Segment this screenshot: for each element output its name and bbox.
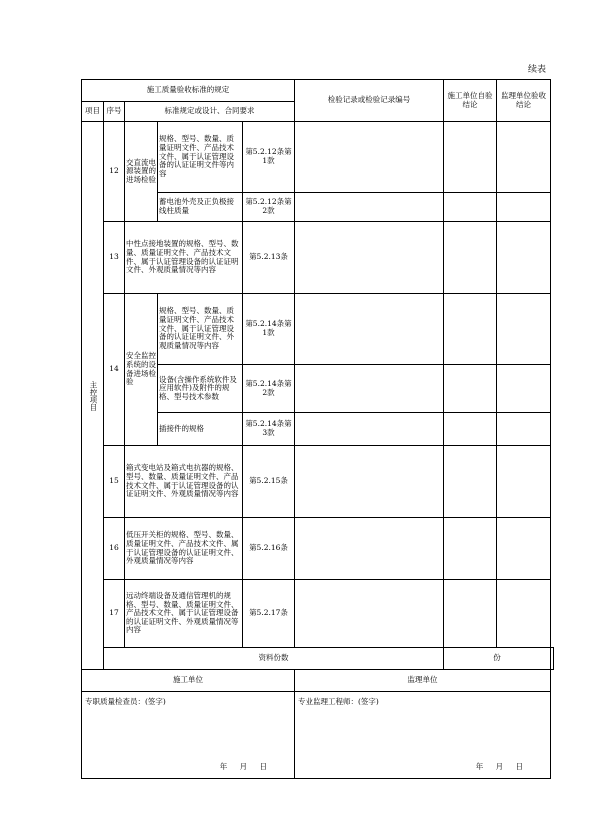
- contractor-cell[interactable]: [444, 580, 497, 648]
- row17-text: 远动终端设备及通信管理机的规格、型号、数量、质量证明文件、产品技术文件、属于认证管理设备的认证证明文件、外观质量情况等内容: [125, 580, 243, 648]
- copies-label: 资料份数: [104, 648, 444, 670]
- seq-17: 17: [104, 580, 125, 648]
- seq-12: 12: [104, 122, 125, 222]
- record-cell[interactable]: [295, 413, 444, 446]
- row14-name: 安全监控系统的设备进场检验: [125, 294, 158, 446]
- supervisor-cell[interactable]: [497, 413, 551, 446]
- contractor-cell[interactable]: [444, 122, 497, 193]
- supervisor-cell[interactable]: [497, 580, 551, 648]
- record-cell[interactable]: [295, 446, 444, 518]
- supervisor-cell[interactable]: [497, 222, 551, 294]
- contractor-sign-header: 施工单位: [82, 670, 295, 692]
- row14-sub1-clause: 第5.2.14条第1款: [243, 294, 295, 365]
- row12-name: 交直流电源装置的进场检验: [125, 122, 158, 222]
- record-cell[interactable]: [295, 222, 444, 294]
- row14-sub3-clause: 第5.2.14条第3款: [243, 413, 295, 446]
- row15-clause: 第5.2.15条: [243, 446, 295, 518]
- supervisor-cell[interactable]: [497, 122, 551, 193]
- row14-sub1-text: 规格、型号、数量、质量证明文件、产品技术文件、属于认证管理设备的认证证明文件、外观质量情况等内容: [158, 294, 243, 365]
- row12-sub2-clause: 第5.2.12条第2款: [243, 193, 295, 222]
- contractor-date: 年 月 日: [219, 762, 267, 772]
- inspection-table: [81, 79, 554, 779]
- supervisor-cell[interactable]: [497, 365, 551, 413]
- record-cell[interactable]: [295, 518, 444, 580]
- row14-sub2-clause: 第5.2.14条第2款: [243, 365, 295, 413]
- contractor-cell[interactable]: [444, 193, 497, 222]
- row12-sub1-clause: 第5.2.12条第1款: [243, 122, 295, 193]
- seq-13: 13: [104, 222, 125, 294]
- supervisor-sign-header: 监理单位: [295, 670, 551, 692]
- group-label: 主控项目: [88, 380, 98, 411]
- seq-header: 序号: [104, 102, 125, 122]
- contractor-cell[interactable]: [444, 446, 497, 518]
- seq-15: 15: [104, 446, 125, 518]
- main-control-group: [82, 122, 104, 670]
- row17-clause: 第5.2.17条: [243, 580, 295, 648]
- supervisor-result-header: 监理单位验收结论: [497, 80, 551, 122]
- continued-label: 续表: [527, 65, 546, 75]
- engineer-signature-label: 专业监理工程师：(签字): [298, 697, 379, 706]
- record-cell[interactable]: [295, 122, 444, 193]
- record-cell[interactable]: [295, 193, 444, 222]
- supervisor-sign-box[interactable]: [295, 692, 551, 779]
- row14-sub2-text: 设备(含操作系统软件及应用软件)及附件的规格、型号技术参数: [158, 365, 243, 413]
- contractor-sign-box[interactable]: [82, 692, 295, 779]
- row12-sub2-text: 蓄电池外壳及正负极接线柱质量: [158, 193, 243, 222]
- supervisor-cell[interactable]: [497, 294, 551, 365]
- requirement-header: 标准规定或设计、合同要求: [125, 102, 295, 122]
- contractor-cell[interactable]: [444, 222, 497, 294]
- seq-16: 16: [104, 518, 125, 580]
- supervisor-cell[interactable]: [497, 518, 551, 580]
- record-header: 检验记录或检验记录编号: [295, 80, 444, 122]
- copies-unit: 份: [444, 648, 551, 670]
- seq-14: 14: [104, 294, 125, 446]
- row12-sub1-text: 规格、型号、数量、质量证明文件、产品技术文件、属于认证管理设备的认证证明文件等内容: [158, 122, 243, 193]
- record-cell[interactable]: [295, 580, 444, 648]
- contractor-cell[interactable]: [444, 413, 497, 446]
- contractor-cell[interactable]: [444, 518, 497, 580]
- copies-value[interactable]: [551, 648, 554, 670]
- row15-text: 箱式变电站及箱式电抗器的规格、型号、数量、质量证明文件、产品技术文件、属于认证管理设备的认证证明文件、外观质量情况等内容: [125, 446, 243, 518]
- supervisor-cell[interactable]: [497, 193, 551, 222]
- row16-text: 低压开关柜的规格、型号、数量、质量证明文件、产品技术文件、属于认证管理设备的认证证明文件、外观质量情况等内容: [125, 518, 243, 580]
- row14-sub3-text: 插接件的规格: [158, 413, 243, 446]
- row13-clause: 第5.2.13条: [243, 222, 295, 294]
- row13-text: 中性点接地装置的规格、型号、数量、质量证明文件、产品技术文件、属于认证管理设备的认证证明文件、外观质量情况等内容: [125, 222, 243, 294]
- contractor-cell[interactable]: [444, 294, 497, 365]
- record-cell[interactable]: [295, 294, 444, 365]
- contractor-result-header: 施工单位自验结论: [444, 80, 497, 122]
- supervisor-date: 年 月 日: [475, 762, 523, 772]
- record-cell[interactable]: [295, 365, 444, 413]
- contractor-cell[interactable]: [444, 365, 497, 413]
- supervisor-cell[interactable]: [497, 446, 551, 518]
- item-header: 项目: [82, 102, 104, 122]
- row16-clause: 第5.2.16条: [243, 518, 295, 580]
- standard-header: 施工质量验收标准的规定: [82, 80, 295, 102]
- inspector-signature-label: 专职质量检查员：(签字): [85, 697, 166, 706]
